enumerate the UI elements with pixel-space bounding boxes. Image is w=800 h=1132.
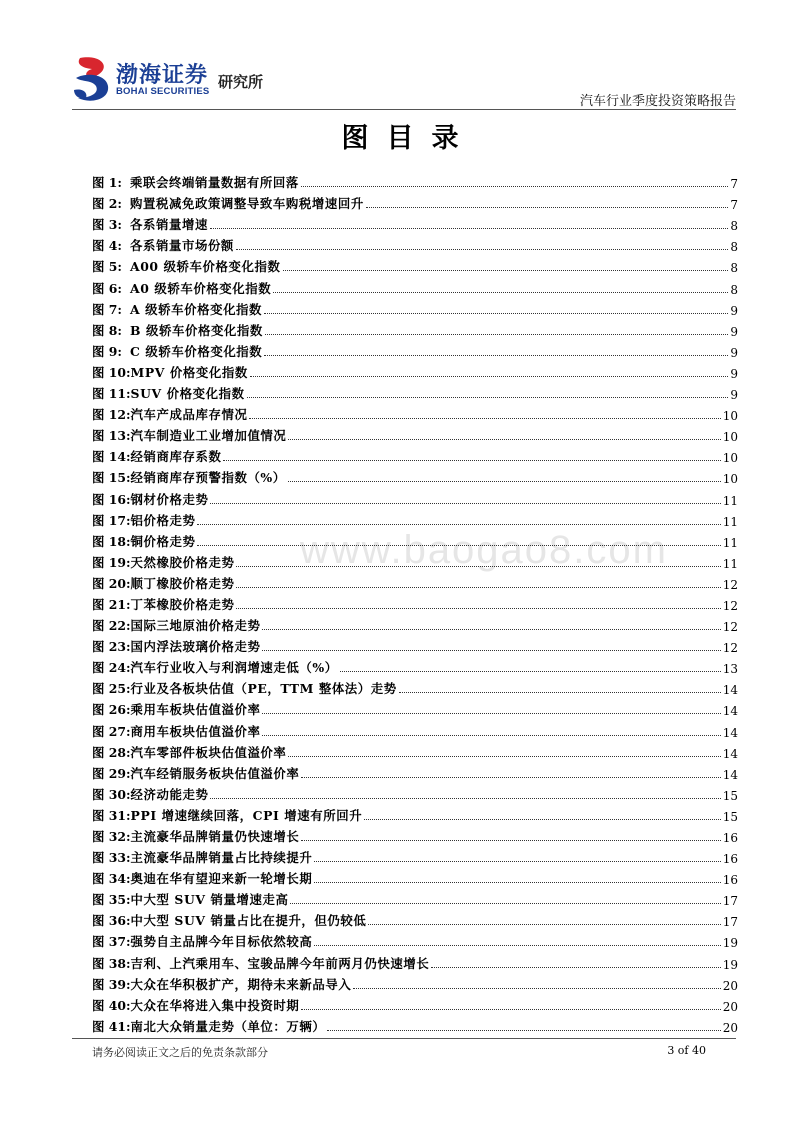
toc-entry-page: 17 xyxy=(722,894,738,909)
logo-institute: 研究所 xyxy=(218,73,264,91)
toc-dot-leader xyxy=(262,713,720,714)
watermark: www.baogao8.com xyxy=(300,528,668,572)
toc-entry[interactable] xyxy=(92,297,738,318)
toc-entry-page: 14 xyxy=(722,725,738,740)
toc-dot-leader xyxy=(399,692,721,693)
toc-entry[interactable] xyxy=(92,508,738,529)
toc-entry[interactable] xyxy=(92,191,738,212)
toc-entry-label: 图 41: xyxy=(92,1018,131,1034)
toc-entry[interactable] xyxy=(92,950,738,971)
toc-dot-leader xyxy=(288,756,720,757)
toc-dot-leader xyxy=(301,840,720,841)
toc-entry[interactable] xyxy=(92,824,738,845)
toc-dot-leader xyxy=(264,355,728,356)
toc-entry[interactable] xyxy=(92,486,738,507)
toc-entry-label: 图 18: xyxy=(92,533,131,549)
toc-dot-leader xyxy=(314,945,720,946)
toc-entry-title: 天然橡胶价格走势 xyxy=(130,554,235,570)
toc-entry-title: 铝价格走势 xyxy=(130,512,196,528)
toc-entry-label: 图 32: xyxy=(92,829,131,844)
report-title: 汽车行业季度投资策略报告 xyxy=(579,94,736,109)
toc-entry-title: C 级轿车价格变化指数 xyxy=(130,343,263,359)
toc-entry-label: 图 6: xyxy=(92,280,122,296)
toc-dot-leader xyxy=(262,629,720,630)
toc-dot-leader xyxy=(236,587,720,588)
toc-entry-title: 主流豪华品牌销量仍快速增长 xyxy=(130,829,300,844)
toc-entry-page: 14 xyxy=(722,746,738,761)
toc-entry[interactable] xyxy=(92,929,738,950)
toc-entry-title: 吉利、上汽乘用车、宝骏品牌今年前两月仍快速增长 xyxy=(130,955,430,971)
toc-entry[interactable] xyxy=(92,423,738,444)
toc-entry[interactable] xyxy=(92,465,738,486)
toc-entry-label: 图 12: xyxy=(92,407,131,423)
toc-entry-title: A0 级轿车价格变化指数 xyxy=(130,280,272,296)
toc-entry-page: 12 xyxy=(722,641,738,656)
toc-entry-title: 经销商库存系数 xyxy=(130,449,222,465)
toc-entry-title: 各系销量增速 xyxy=(130,217,208,233)
toc-dot-leader xyxy=(223,460,720,461)
toc-entry[interactable] xyxy=(92,845,738,866)
toc-entry-label: 图 21: xyxy=(92,596,131,612)
toc-entry-title: 顺丁橡胶价格走势 xyxy=(130,575,235,591)
toc-entry[interactable] xyxy=(92,233,738,254)
toc-entry-page: 12 xyxy=(722,577,738,592)
toc-entry[interactable] xyxy=(92,761,738,782)
toc-dot-leader xyxy=(236,566,720,567)
toc-entry[interactable] xyxy=(92,993,738,1014)
toc-entry-title: 汽车零部件板块估值溢价率 xyxy=(130,744,287,760)
toc-entry[interactable] xyxy=(92,360,738,381)
toc-entry-label: 图 24: xyxy=(92,660,131,676)
toc-dot-leader xyxy=(431,967,720,968)
toc-dot-leader xyxy=(250,376,729,377)
toc-entry-label: 图 38: xyxy=(92,955,131,971)
toc-dot-leader xyxy=(340,671,721,672)
toc-entry-title: PPI 增速继续回落，CPI 增速有所回升 xyxy=(130,807,363,823)
toc-entry-label: 图 17: xyxy=(92,512,131,528)
toc-entry-label: 图 10: xyxy=(92,364,131,380)
toc-entry-label: 图 11: xyxy=(92,386,131,402)
toc-dot-leader xyxy=(366,207,729,208)
toc-entry-title: 汽车行业收入与利润增速走低（%） xyxy=(130,660,338,676)
toc-entry-title: 商用车板块估值溢价率 xyxy=(130,723,261,739)
toc-entry-label: 图 3: xyxy=(92,217,122,233)
figure-list xyxy=(92,170,738,1035)
toc-dot-leader xyxy=(314,861,720,862)
toc-dot-leader xyxy=(265,334,728,335)
toc-dot-leader xyxy=(290,903,720,904)
toc-entry-title: MPV 价格变化指数 xyxy=(130,364,248,380)
page-title: 图目录 xyxy=(341,123,477,154)
toc-entry-page: 16 xyxy=(722,852,738,867)
toc-entry-page: 7 xyxy=(730,198,738,213)
page-header xyxy=(0,0,800,112)
toc-entry[interactable] xyxy=(92,592,738,613)
toc-entry-label: 图 20: xyxy=(92,575,131,591)
toc-entry-page: 9 xyxy=(730,324,738,339)
toc-entry-label: 图 27: xyxy=(92,723,131,739)
toc-dot-leader xyxy=(210,798,720,799)
toc-entry-page: 17 xyxy=(722,915,738,930)
toc-entry-label: 图 34: xyxy=(92,871,131,887)
toc-entry-page: 11 xyxy=(722,535,738,550)
toc-entry-title: 经销商库存预警指数（%） xyxy=(130,470,286,486)
toc-entry-label: 图 26: xyxy=(92,702,131,718)
toc-dot-leader xyxy=(247,397,729,398)
disclaimer-note: 请务必阅读正文之后的免责条款部分 xyxy=(92,1046,268,1059)
toc-entry[interactable] xyxy=(92,613,738,634)
toc-entry-label: 图 33: xyxy=(92,850,131,866)
toc-entry[interactable] xyxy=(92,402,738,423)
toc-entry-title: 汽车制造业工业增加值情况 xyxy=(130,428,287,444)
toc-entry-page: 9 xyxy=(730,345,738,360)
toc-dot-leader xyxy=(288,439,720,440)
toc-entry[interactable] xyxy=(92,444,738,465)
toc-dot-leader xyxy=(197,545,720,546)
toc-entry-title: 乘用车板块估值溢价率 xyxy=(130,702,261,718)
toc-entry-title: 汽车经销服务板块估值溢价率 xyxy=(130,765,300,781)
toc-entry[interactable] xyxy=(92,718,738,739)
toc-entry[interactable] xyxy=(92,782,738,803)
toc-entry-page: 14 xyxy=(722,767,738,782)
toc-dot-leader xyxy=(283,270,729,271)
toc-entry-page: 12 xyxy=(722,620,738,635)
toc-entry[interactable] xyxy=(92,381,738,402)
toc-entry-label: 图 28: xyxy=(92,744,131,760)
toc-entry-label: 图 5: xyxy=(92,259,122,275)
toc-entry[interactable] xyxy=(92,170,738,191)
toc-entry[interactable] xyxy=(92,1014,738,1035)
toc-entry-page: 10 xyxy=(722,451,738,466)
bohai-logo-icon xyxy=(72,54,114,104)
toc-entry-page: 8 xyxy=(730,261,738,276)
toc-entry-label: 图 19: xyxy=(92,554,131,570)
toc-dot-leader xyxy=(236,249,728,250)
toc-entry[interactable] xyxy=(92,339,738,360)
toc-entry-title: 奥迪在华有望迎来新一轮增长期 xyxy=(130,871,313,887)
toc-entry-label: 图 39: xyxy=(92,976,131,992)
toc-entry-label: 图 14: xyxy=(92,449,131,465)
toc-entry-title: 大众在华将进入集中投资时期 xyxy=(130,997,300,1013)
toc-entry-page: 15 xyxy=(722,788,738,803)
toc-entry-title: A 级轿车价格变化指数 xyxy=(130,301,263,317)
toc-entry-label: 图 30: xyxy=(92,786,131,802)
toc-entry-page: 10 xyxy=(722,472,738,487)
toc-entry[interactable] xyxy=(92,212,738,233)
toc-entry[interactable] xyxy=(92,676,738,697)
toc-entry[interactable] xyxy=(92,972,738,993)
toc-dot-leader xyxy=(301,186,728,187)
toc-entry[interactable] xyxy=(92,318,738,339)
toc-entry-label: 图 15: xyxy=(92,470,131,486)
toc-entry-title: 汽车产成品库存情况 xyxy=(130,407,248,423)
toc-entry-label: 图 37: xyxy=(92,934,131,950)
footer-divider xyxy=(72,1038,736,1039)
toc-entry-title: 经济动能走势 xyxy=(130,786,209,802)
toc-entry-page: 8 xyxy=(730,282,738,297)
toc-entry-page: 10 xyxy=(722,430,738,445)
toc-entry-label: 图 23: xyxy=(92,639,131,655)
toc-entry[interactable] xyxy=(92,866,738,887)
toc-entry-page: 8 xyxy=(730,240,738,255)
toc-dot-leader xyxy=(314,882,720,883)
toc-entry-label: 图 16: xyxy=(92,491,131,507)
toc-entry-label: 图 40: xyxy=(92,997,131,1013)
bohai-securities-logo xyxy=(72,54,312,106)
page-indicator: 3 of 40 xyxy=(667,1044,706,1057)
toc-entry-label: 图 35: xyxy=(92,892,131,908)
toc-entry-label: 图 13: xyxy=(92,428,131,444)
toc-entry-label: 图 9: xyxy=(92,343,122,359)
toc-entry-title: 购置税减免政策调整导致车购税增速回升 xyxy=(130,196,364,212)
toc-entry-page: 13 xyxy=(722,662,738,677)
toc-entry-label: 图 8: xyxy=(92,322,122,338)
toc-entry[interactable] xyxy=(92,803,738,824)
toc-entry-title: 主流豪华品牌销量占比持续提升 xyxy=(130,850,313,866)
toc-dot-leader xyxy=(327,1030,720,1031)
toc-entry-page: 20 xyxy=(722,999,738,1014)
toc-entry-page: 12 xyxy=(722,598,738,613)
toc-entry-label: 图 1: xyxy=(92,175,122,191)
toc-entry-title: SUV 价格变化指数 xyxy=(130,386,245,402)
toc-entry-page: 7 xyxy=(730,177,738,192)
toc-dot-leader xyxy=(301,777,720,778)
toc-entry-label: 图 31: xyxy=(92,807,131,823)
toc-entry[interactable] xyxy=(92,571,738,592)
toc-entry-title: 国内浮法玻璃价格走势 xyxy=(130,639,261,655)
toc-entry-title: 国际三地原油价格走势 xyxy=(130,618,261,634)
toc-dot-leader xyxy=(273,292,728,293)
toc-entry-page: 11 xyxy=(722,493,738,508)
toc-entry-title: 大众在华积极扩产，期待未来新品导入 xyxy=(130,976,352,992)
toc-entry[interactable] xyxy=(92,655,738,676)
toc-entry[interactable] xyxy=(92,697,738,718)
toc-entry-label: 图 36: xyxy=(92,913,131,929)
toc-entry[interactable] xyxy=(92,254,738,275)
toc-entry-page: 9 xyxy=(730,388,738,403)
toc-entry[interactable] xyxy=(92,275,738,296)
toc-entry-title: 乘联会终端销量数据有所回落 xyxy=(130,175,299,191)
toc-entry-label: 图 25: xyxy=(92,681,131,697)
toc-entry-label: 图 7: xyxy=(92,301,122,317)
toc-entry-page: 16 xyxy=(722,873,738,888)
toc-entry-title: 行业及各板块估值（PE，TTM 整体法）走势 xyxy=(130,681,397,697)
toc-dot-leader xyxy=(236,608,720,609)
toc-entry-label: 图 4: xyxy=(92,238,122,254)
toc-entry-page: 11 xyxy=(722,556,738,571)
logo-english-name: BOHAI SECURITIES xyxy=(116,86,210,97)
toc-entry[interactable] xyxy=(92,908,738,929)
toc-dot-leader xyxy=(210,503,720,504)
toc-entry[interactable] xyxy=(92,634,738,655)
logo-chinese-name: 渤海证券 xyxy=(116,63,209,88)
toc-entry-page: 16 xyxy=(722,831,738,845)
toc-entry-page: 15 xyxy=(722,809,738,824)
toc-entry-label: 图 2: xyxy=(92,196,122,212)
toc-entry-title: B 级轿车价格变化指数 xyxy=(130,322,263,338)
toc-entry[interactable] xyxy=(92,529,738,550)
toc-dot-leader xyxy=(210,228,728,229)
toc-entry-title: 中大型 SUV 销量占比在提升，但仍较低 xyxy=(130,913,367,929)
toc-entry-page: 20 xyxy=(722,1020,738,1035)
toc-entry-page: 11 xyxy=(722,514,738,529)
toc-dot-leader xyxy=(353,988,720,989)
toc-entry-title: A00 级轿车价格变化指数 xyxy=(130,259,281,275)
toc-entry-page: 9 xyxy=(730,303,738,318)
toc-entry-title: 强势自主品牌今年目标依然较高 xyxy=(130,934,313,950)
toc-entry-page: 20 xyxy=(722,978,738,993)
toc-dot-leader xyxy=(368,924,720,925)
toc-entry-title: 铜价格走势 xyxy=(130,533,196,549)
toc-entry-page: 14 xyxy=(722,704,738,719)
toc-entry-page: 19 xyxy=(722,957,738,972)
toc-dot-leader xyxy=(262,735,720,736)
toc-dot-leader xyxy=(301,1009,720,1010)
toc-entry-title: 各系销量市场份额 xyxy=(130,238,234,254)
toc-entry-page: 19 xyxy=(722,936,738,951)
toc-entry[interactable] xyxy=(92,740,738,761)
toc-entry-title: 丁苯橡胶价格走势 xyxy=(130,596,235,612)
toc-entry[interactable] xyxy=(92,550,738,571)
toc-entry-label: 图 22: xyxy=(92,618,131,634)
toc-entry-page: 10 xyxy=(722,409,738,424)
toc-entry[interactable] xyxy=(92,887,738,908)
toc-entry-page: 9 xyxy=(730,366,738,381)
toc-dot-leader xyxy=(264,313,728,314)
toc-entry-title: 中大型 SUV 销量增速走高 xyxy=(130,892,289,908)
header-divider xyxy=(72,109,736,110)
toc-dot-leader xyxy=(364,819,720,820)
toc-dot-leader xyxy=(249,418,720,419)
toc-dot-leader xyxy=(262,650,720,651)
toc-entry-page: 14 xyxy=(722,683,738,698)
toc-entry-page: 8 xyxy=(730,219,738,234)
toc-entry-title: 南北大众销量走势（单位：万辆） xyxy=(130,1018,326,1034)
toc-entry-label: 图 29: xyxy=(92,765,131,781)
toc-dot-leader xyxy=(197,524,720,525)
toc-dot-leader xyxy=(288,481,721,482)
toc-entry-title: 钢材价格走势 xyxy=(130,491,209,507)
